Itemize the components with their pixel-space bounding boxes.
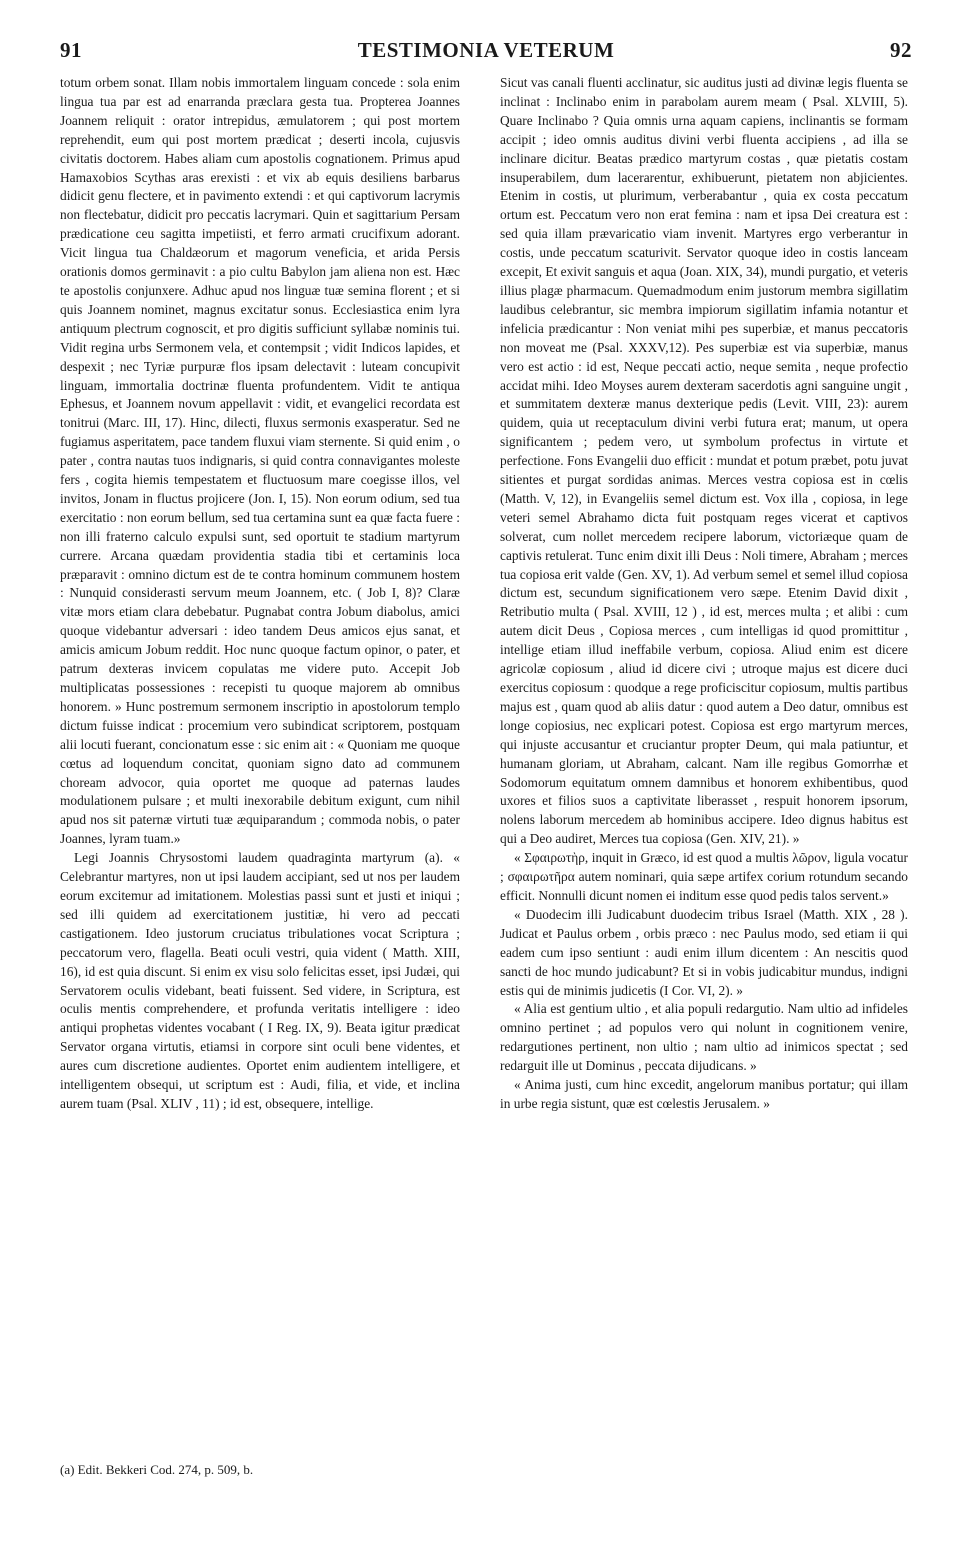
right-column: [500, 74, 908, 1114]
page-header: [60, 38, 912, 68]
right-paragraph-5: « Anima justi, cum hinc excedit, angelorum manibus portatur; qui illam in urbe regia sistunt, quæ est cœlestis Jerusalem. »: [500, 1077, 908, 1111]
right-paragraph-3: « Duodecim illi Judicabunt duodecim tribus Israel (Matth. XIX , 28 ). Judicat et Paulus orbem , orbis præco : nec Paulus modo, sed etiam ii qui eadem cum ipso sentiunt : audi enim illum dicentem : An nescitis quod sancti de hoc mundo judicabunt? Et si in vobis judicabitur mundus, indigni estis qui de minimis judicetis (I Cor. VI, 2). »: [500, 906, 908, 998]
page-number-right: 92: [890, 38, 912, 62]
page-number-left: 91: [60, 38, 82, 62]
right-paragraph-1: Sicut vas canali fluenti acclinatur, sic auditus justi ad divinæ legis fluenta se inclinat : Inclinabo enim in parabolam aurem meam ( Psal. XLVIII, 5). Quare Inclinabo ? Quia omnis urna aquam capiens, inclinantis se formam accipit ; ideo omnis auditus divini verbi fluenta accipiens , ad illa se inclinare dicitur. Beatas prædico martyrum costas , quæ pietatis costam insuperabilem, dum lacerarentur, exhibuerunt, pietatem non abjicientes. Etenim in costis, ut plurimum, verberabantur , quia ex costa peccatum ortum est. Peccatum vero non erat femina : nam et ipsa Dei creatura est : sed quia illam prævaricatio viam invenit. Martyres ergo verberantur in costis, unde peccatum scaturivit. Servator quoque ideo in costis lanceam excepit, Et exivit sanguis et aqua (Joan. XIX, 34), mundi purgatio, et veteris illius plagæ pharmacum. Quemadmodum enim justorum membra sigillatim laudibus celebrantur, sic membra impiorum sigillatim infamia notantur et infelicia prædicantur : Non veniat mihi pes superbiæ, et manus peccatoris non moveat me (Psal. XXXV,12). Pes superbiæ est via superbiæ, manus vero est actio : id est, Neque peccati actio, neque semita , neque profectio accidat mihi. Ideo Moyses aurem dexteram sacerdotis agni sanguine ungit , et summitatem dexteræ manus dexterique pedis (Levit. VIII, 23): aurem quidem, quia ut receptaculum divini verbi futura erat; manum, ut opera significantem ; pedem vero, ut symbolum profectus in virtute et perfectione. Fons Evangelii duo efficit : mundat et potum præbet, potu juvat sitientes et purgat sordidas animas. Merces vestra copiosa est in cœlis (Matth. V, 12), in Evangeliis semel dictum est. Vox illa , copiosa, in lege veteri semel Abrahamo dicta fuit postquam reges vicerat et captivos solverat, cum nollet mercedem recipere laborum, victoriæque quam de captivis retulerat. Tunc enim dixit illi Deus : Noli timere, Abraham ; merces tua copiosa erit valde (Gen. XV, 1). Ad verbum semel et semel illud copiosa dictum est, secundum significationem vero sæpe. Etenim David dixit , Retributio multa ( Psal. XVIII, 12 ) , id est, merces multa ; et alibi : cum autem dicit Deus , Copiosa merces , cum intelligas id quod promittitur , intellige etiam illud ineffabile verbum, copiosa. Aliud enim est dicere agricolæ copiosum , aliud id dicere civi ; utroque majus est dicere duci exercitus copiosum : quodque a rege proficiscitur copiosum, multis partibus majus est , quam quod ab aliis datur : quod autem a Deo datur, omnibus est longe copiosius, nec explicari potest. Copiosa est ergo martyrum merces, qui injuste accusantur et cruciantur propter Deum, qui mala patiuntur, et humanam gloriam, ut Abraham, calcant. Nam ille regibus Gomorrhæ et Sodomorum equitatum omnem damnibus et honorem exhibentibus, quod uxores et filios suos a captivitate liberasset , respuit honorem ipsorum, nolens laborum mercedem ab hominibus accipere. Ideo dignus habitus est qui a Deo audiret, Merces tua copiosa (Gen. XIV, 21). »: [500, 75, 908, 847]
running-title: TESTIMONIA VETERUM: [357, 38, 615, 62]
left-column: [60, 74, 460, 1114]
footnote: (a) Edit. Bekkeri Cod. 274, p. 509, b.: [60, 1462, 254, 1477]
right-paragraph-4: « Alia est gentium ultio , et alia populi redargutio. Nam ultio ad infideles omnino pertinet ; ad populos vero qui nolunt in cognitionem venire, redargutiones pertinent, non ultio ; nam ultio ad inimicos spectat ; sed redarguit ille ut Dominus , peccata dijudicans. »: [500, 1001, 908, 1074]
left-paragraph-2: Legi Joannis Chrysostomi laudem quadraginta martyrum (a). « Celebrantur martyres, non ut ipsi laudem accipiant, sed ut nos per laudem eorum excitemur ad imitationem. Molestias passi sunt et justi et iniqui ; sed illi quidem ad exercitationem justitiæ, hi vero ad peccati castigationem. Ideo justorum cruciatus tribulationes vocat Scriptura ; peccatorum vero, flagella. Beati oculi vestri, quia vident ( Matth. XIII, 16), id est quia discunt. Si enim ex visu solo felicitas esset, ipsi Judæi, qui Servatorem oculis videbant, beati fuissent. Sed videre, in Scriptura, est oculis mentis comprehendere, et profunda veritatis intelligere : ideo antiqui prophetas videntes vocabant ( I Reg. IX, 9). Beata igitur prædicat Servator organa virtutis, etiamsi in corpore sint oculi bene videntes, et aures cum discretione audientes. Oportet enim audientem intelligere, et intelligentem obsequi, ut scriptum est : Audi, filia, et vide, et inclina aurem tuam (Psal. XLIV , 11) ; id est, obsequere, intellige.: [60, 850, 460, 1111]
right-paragraph-2: « Σφαιρωτὴρ, inquit in Græco, id est quod a multis λῶρον, ligula vocatur ; σφαιρωτῆρα autem nominari, quia sæpe artifex corium rotundum secando efficit. Nonnulli dicunt nomen ei inditum esse quod pedis talos servent.»: [500, 850, 908, 903]
left-paragraph-1: totum orbem sonat. Illam nobis immortalem linguam concede : sola enim lingua tua par est ad enarranda præclara gesta tua. Propterea Joannes Joannem reliquit : orator intrepidus, æmulatorem ; qui post mortem reprehendit, eum qui post mortem prædicat ; deserti incola, cujusvis civitatis doctorem. Habes aliam cum apostolis cognationem. Primus apud Hamaxobios Scythas aras erexisti : et vix ab equis desiliens barbarus didicit genu flectere, et in pavimento extendi : et qui captivorum lacrymis non flectebatur, didicit pro peccatis lacrymari. Quin et sagittarium Persam prædicatione ceu sagitta impetiisti, et ferro armati crucifixum adorant. Vicit lingua tua Chaldæorum et magorum veneficia, et arida Persis orationis domos germinavit : a pio cultu Babylon jam aliena non est. Hæc te apostolis conjunxere. Adhuc apud nos linguæ tuæ semina florent ; et si quis Joannem nominet, magnus excitatur sonus. Ecclesiastica enim lyra antiquum plectrum cognoscit, et pro digitis sufficiunt syllabæ nominis tui. Vidit regina urbs Sermonem vela, et contempsit ; vidit Indicos lapides, et despexit ; nec Tyriæ purpuræ flos ipsam delectavit : luteam concupivit linguam, immortalia doctrinæ fluenta profundentem. Vidit te antiqua Ephesus, et Joannem novum appellavit : vidit, et evangelici recordata est tonitrui (Marc. III, 17). Hinc, dilecti, fluxus sermonis exasperatur. Sed ne fugiamus asperitatem, pace tandem fluxui viam sternente. Si quid enim , o pater , contra nautas tuos indignaris, si quid contra connavigantes moleste fers , cogita hiemis tempestatem et fluctuosum mare coegisse illos, vel invitos, Jonam in fluctus projicere (Jon. I, 15). Non eorum odium, sed tua exercitatio : non eorum bellum, sed tua certamina sunt ea quæ facta fuere : non illi fraterno calculo expulsi sunt, sed oportuit te stadium martyrum currere. Arcana quædam providentia stadia tibi et certaminis loca præparavit : omnino dictum est de te contra hominum communem hostem : Nunquid considerasti servum meum Joannem, etc. ( Job I, 8)? Claræ vitæ mors etiam clara debebatur. Pugnabat contra Jobum diabolus, amici quoque videbantur adversari : ideo tandem Deus amicos ejus sanat, et amicis amicum Jobum reddit. Hoc nunc quoque factum opinor, o pater, et patrum dexteras invicem copulatas me videre puto. Accepit Job multiplicatas possessiones : recepisti tu quoque majorem ab omnibus honorem. » Hunc postremum sermonem inscriptio in apostolorum templo dictum fuisse indicat : procemium vero subindicat scriptorem, postquam alii locuti fuerant, concionatum esse : sic enim ait : « Quoniam me quoque cœtus ad loquendum concitat, quoniam signo dato ad communem choream advocor, quia oportet me quoque ad paternas laudes modulationem pulsare ; et multi inexorabile debitum exigunt, cum nihil apud nos sit paternæ virtuti tuæ æquiparandum ; commoda nobis, o pater Joannes, lyram tuam.»: [60, 75, 460, 847]
